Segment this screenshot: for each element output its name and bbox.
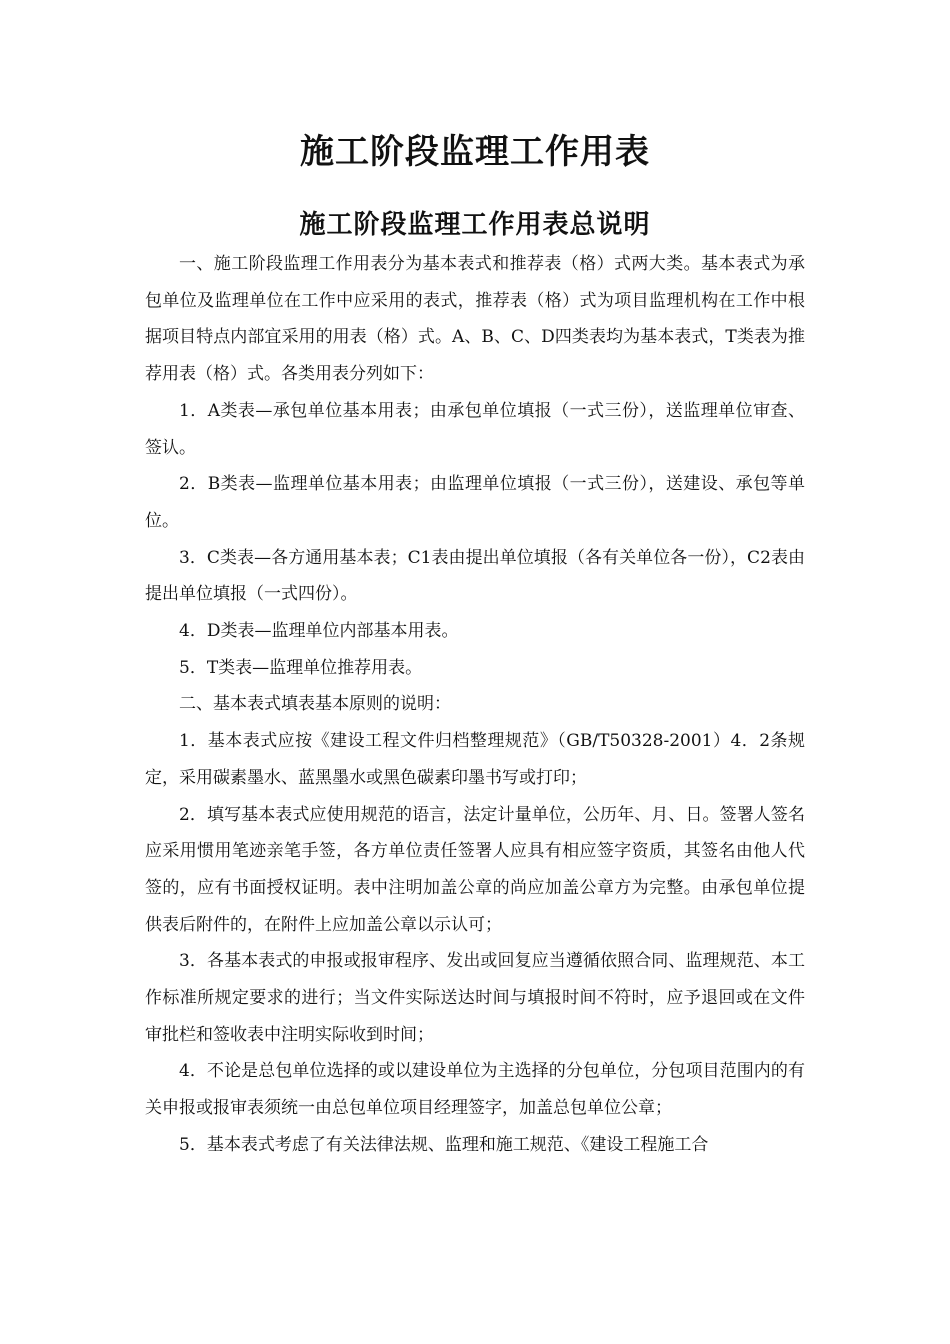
paragraph-8: 1．基本表式应按《建设工程文件归档整理规范》（GB/T50328-2001）4．2条规定，采用碳素墨水、蓝黑墨水或黑色碳素印墨书写或打印； <box>145 731 805 788</box>
paragraph-4: 3．C类表—各方通用基本表；C1表由提出单位填报（各有关单位各一份），C2表由提出单位填报（一式四份）。 <box>145 547 805 605</box>
document-subtitle: 施工阶段监理工作用表总说明 <box>299 210 651 240</box>
paragraph-6: 5．T类表—监理单位推荐用表。 <box>179 657 423 678</box>
paragraph-1: 一、施工阶段监理工作用表分为基本表式和推荐表（格）式两大类。基本表式为承包单位及监理单位在工作中应采用的表式，推荐表（格）式为项目监理机构在工作中根据项目特点内部宜采用的用表（格）式。A、B、C、D四类表均为基本表式，T类表为推荐用表（格）式。各类用表分列如下： <box>145 254 805 385</box>
paragraph-2: 1．A类表—承包单位基本用表；由承包单位填报（一式三份），送监理单位审查、签认。 <box>145 400 805 458</box>
paragraph-5: 4．D类表—监理单位内部基本用表。 <box>179 621 459 642</box>
paragraph-12: 5．基本表式考虑了有关法律法规、监理和施工规范、《建设工程施工合 <box>179 1134 709 1155</box>
document-title: 施工阶段监理工作用表 <box>300 132 650 172</box>
paragraph-7: 二、基本表式填表基本原则的说明： <box>179 694 451 715</box>
paragraph-11: 4．不论是总包单位选择的或以建设单位为主选择的分包单位，分包项目范围内的有关申报或报审表须统一由总包单位项目经理签字，加盖总包单位公章； <box>145 1061 805 1119</box>
paragraph-9: 2．填写基本表式应使用规范的语言，法定计量单位，公历年、月、日。签署人签名应采用惯用笔迹亲笔手签，各方单位责任签署人应具有相应签字资质，其签名由他人代签的，应有书面授权证明。表中注明加盖公章的尚应加盖公章方为完整。由承包单位提供表后附件的，在附件上应加盖公章以示认可； <box>145 804 805 935</box>
paragraph-3: 2．B类表—监理单位基本用表；由监理单位填报（一式三份），送建设、承包等单位。 <box>145 474 805 531</box>
document-body <box>145 246 805 1164</box>
paragraph-10: 3．各基本表式的申报或报审程序、发出或回复应当遵循依照合同、监理规范、本工作标准所规定要求的进行；当文件实际送达时间与填报时间不符时，应予退回或在文件审批栏和签收表中注明实际收到时间； <box>145 951 805 1045</box>
